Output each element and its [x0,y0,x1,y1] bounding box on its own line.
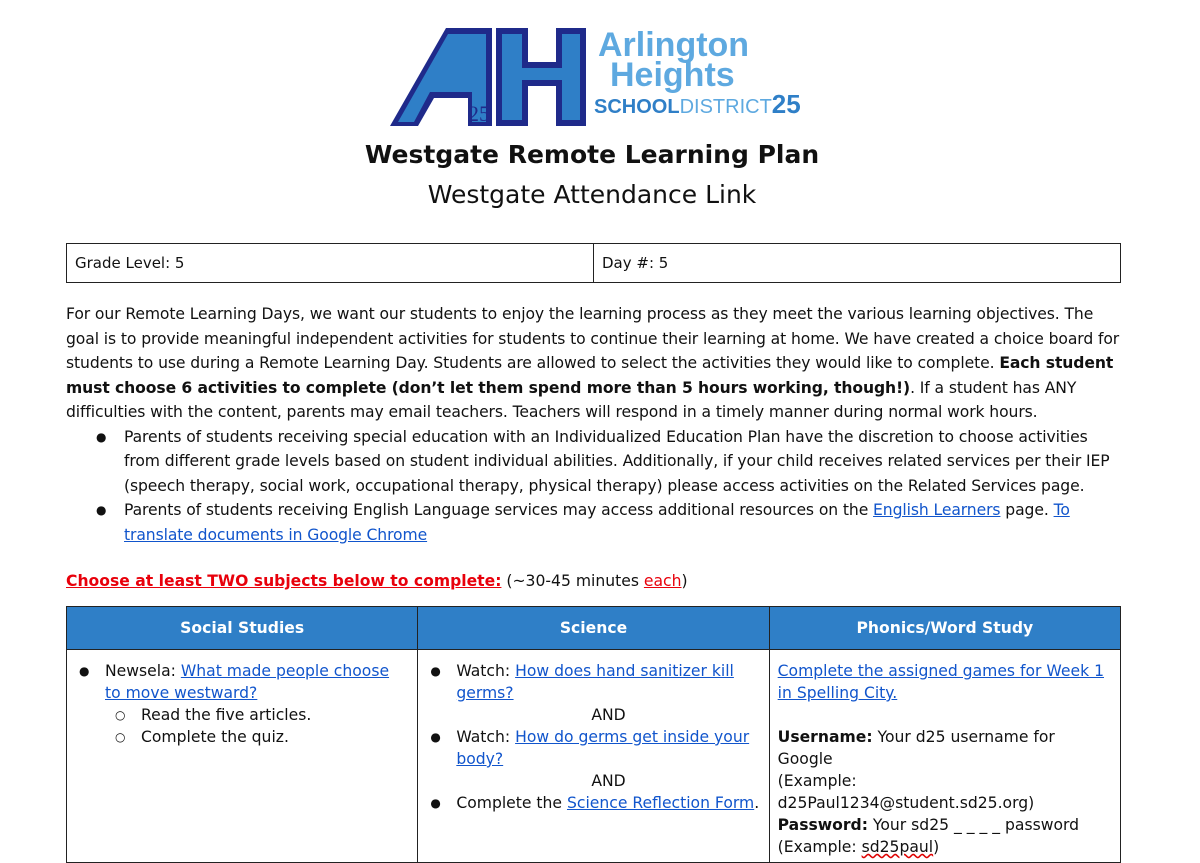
translate-documents-link[interactable]: To translate documents in Google Chrome [124,501,1070,544]
day-number-cell: Day #: 5 [594,244,1121,283]
username-example: (Example: d25Paul1234@student.sd25.org) [777,772,1035,812]
list-item: ○ Complete the quiz. [141,726,409,748]
list-item: ● Watch: How do germs get inside your body? [456,726,760,770]
attendance-link[interactable]: Westgate Attendance Link [427,180,757,209]
spelling-city-link[interactable]: Complete the assigned games for Week 1 in Spelling City. [777,662,1104,702]
phonics-cell [769,650,1120,863]
logo-line1: Arlington [598,26,750,64]
password-line: Password: Your sd25 _ _ _ _ password [777,816,1080,834]
and-label: AND [591,772,626,790]
list-item: ● Parents of students receiving special education with an Individualized Education Plan have the discretion to choose activities from different grade levels based on student individual abilities. Additionally, if your child receives related services per their IEP (speech therapy, social work, occupational therapy, physical therapy) please access activities on the Related Services page. [124,425,1124,499]
logo-line2: Heights [610,56,735,94]
intro-section [66,302,1124,547]
list-item: ○ Read the five articles. [141,704,409,726]
science-reflection-form-link[interactable]: Science Reflection Form [566,794,755,812]
english-learners-link[interactable]: English Learners [873,501,1001,519]
header-social-studies: Social Studies [67,607,418,650]
choose-instruction: Choose at least TWO subjects below to complete: (~30-45 minutes each) [66,572,688,590]
header-phonics: Phonics/Word Study [769,607,1120,650]
logo-line3: SCHOOLDISTRICT25 [594,89,801,119]
intro-paragraph: For our Remote Learning Days, we want our students to enjoy the learning process as they meet the various learning objectives. The goal is to provide meaningful independent activities for students to continue their learning at home. We have created a choice board for students to use during a Remote Learning Day. Students are allowed to select the activities they would like to complete. Each student must choose 6 activities to complete (don’t let them spend more than 5 hours working, though!). If a student has ANY difficulties with the content, parents may email teachers. Teachers will respond in a timely manner during normal work hours. [66,305,1120,421]
grade-level-cell: Grade Level: 5 [67,244,594,283]
list-item: ● Parents of students receiving English Language services may access additional resources on the English Learners page. To translate documents in Google Chrome [124,498,1124,547]
list-item: ● Watch: How does hand sanitizer kill germs? [456,660,760,704]
username-line: Username: Your d25 username for Google [777,728,1055,768]
password-example: (Example: sd25paul) [777,838,940,856]
hand-sanitizer-video-link[interactable]: How does hand sanitizer kill germs? [456,662,734,702]
intro-bullets [66,425,1124,548]
list-item: ● Newsela: What made people choose to move westward? ○ Read the five articles. ○ Complete the quiz. [105,660,409,748]
logo-number: 25 [468,101,490,126]
page-title: Westgate Remote Learning Plan [364,140,820,169]
subjects-table [66,606,1121,863]
social-studies-cell [67,650,418,863]
newsela-link[interactable]: What made people choose to move westward? [105,662,390,702]
grade-day-table [66,243,1121,283]
science-cell [418,650,769,863]
list-item: ● Complete the Science Reflection Form. [456,792,760,814]
district-logo [388,22,818,132]
germs-video-link[interactable]: How do germs get inside your body? [456,728,750,768]
and-label: AND [591,706,626,724]
header-science: Science [418,607,769,650]
